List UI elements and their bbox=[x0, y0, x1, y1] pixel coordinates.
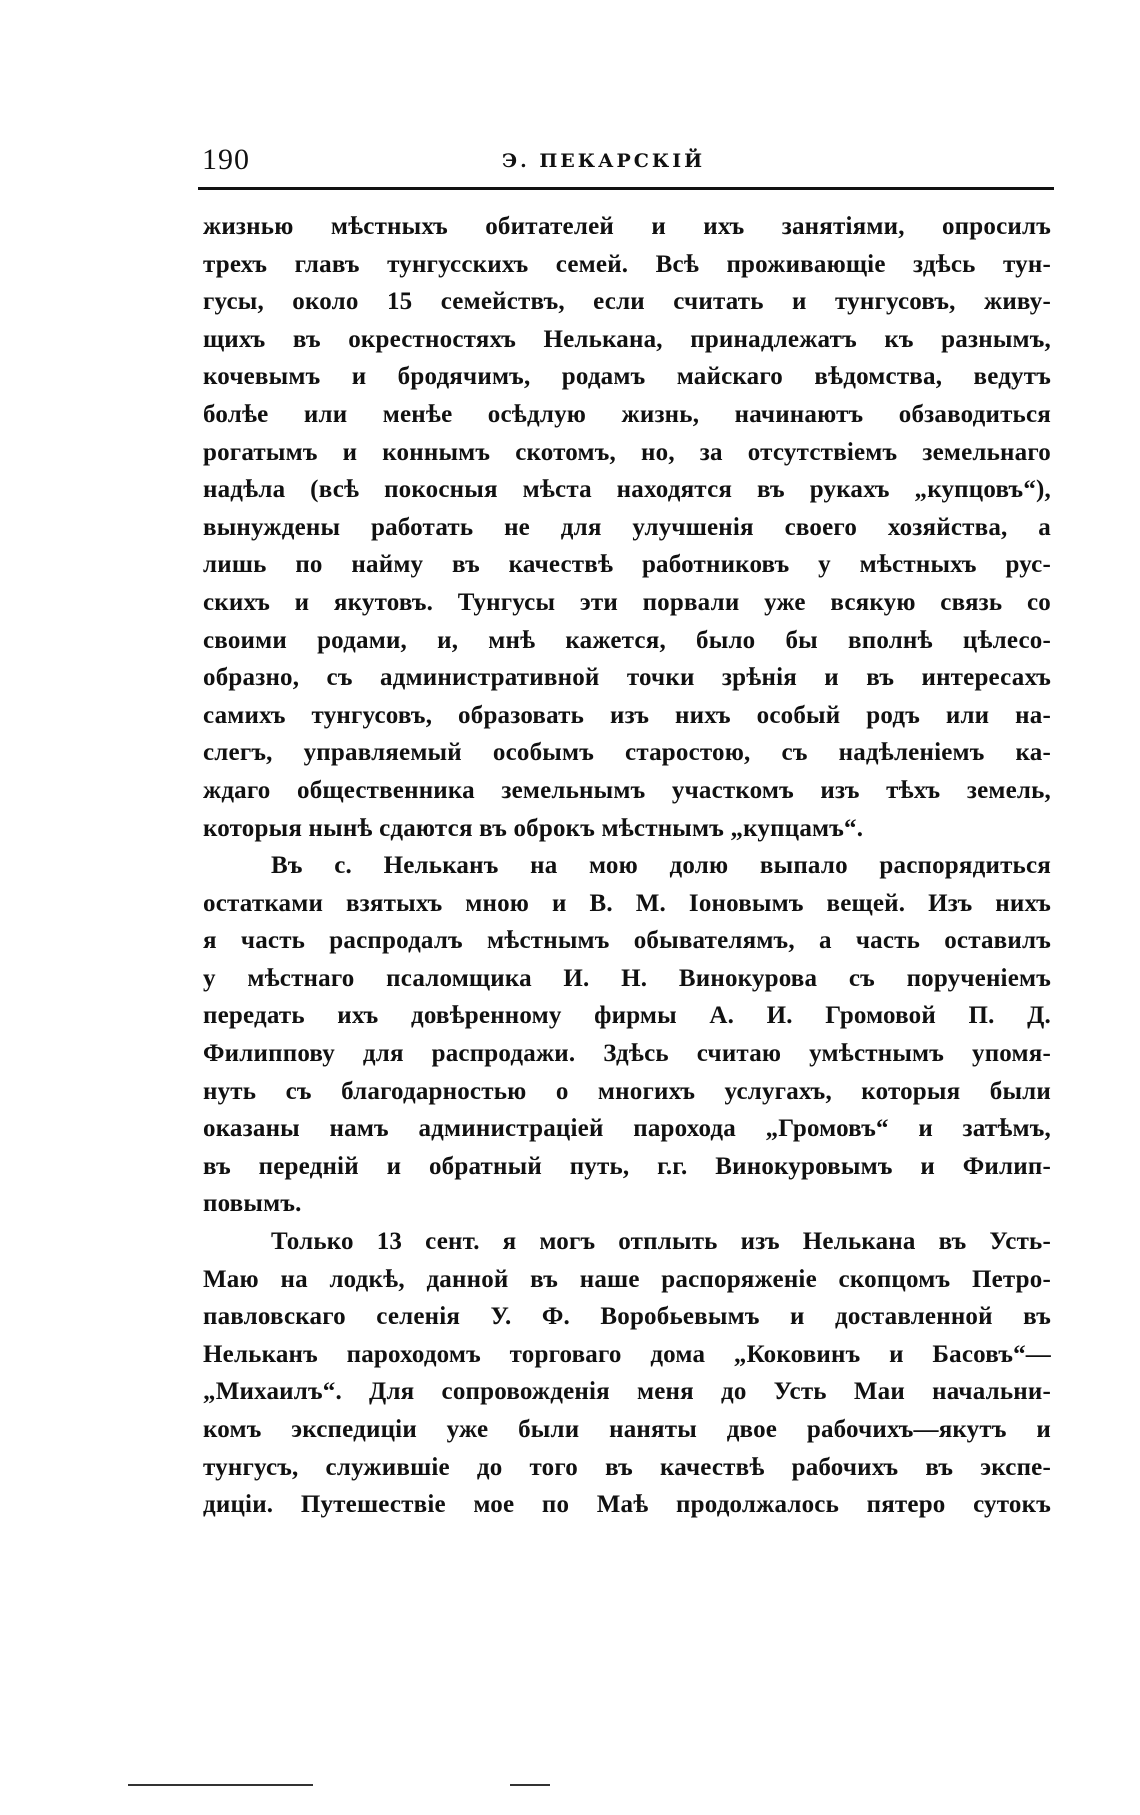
text-line: щихъ въ окрестностяхъ Нелькана, принадлежатъ къ разнымъ, bbox=[203, 325, 1051, 353]
text-line: образно, съ административной точки зрѣнія и въ интересахъ bbox=[203, 664, 1051, 692]
text-line: своими родами, и, мнѣ кажется, было бы вполнѣ цѣлесо- bbox=[203, 626, 1051, 654]
text-line: тунгусъ, служившіе до того въ качествѣ рабочихъ въ экспе- bbox=[203, 1453, 1051, 1481]
paragraph-3 bbox=[203, 1223, 1051, 1524]
text-line: Только 13 сент. я могъ отплыть изъ Нелькана въ Усть- bbox=[271, 1228, 1051, 1256]
page-number: 190 bbox=[202, 143, 250, 176]
text-line: оказаны намъ администраціей парохода „Громовъ“ и затѣмъ, bbox=[203, 1115, 1051, 1143]
text-line: трехъ главъ тунгусскихъ семей. Всѣ проживающіе здѣсь тун- bbox=[203, 250, 1051, 278]
text-line: ждаго общественника земельнымъ участкомъ изъ тѣхъ земель, bbox=[203, 776, 1051, 804]
text-line: рогатымъ и коннымъ скотомъ, но, за отсутствіемъ земельнаго bbox=[203, 438, 1051, 466]
footer-rule bbox=[510, 1784, 550, 1786]
text-line: слегъ, управляемый особымъ старостою, съ надѣленіемъ ка- bbox=[203, 739, 1051, 767]
paragraph-1 bbox=[203, 208, 1051, 847]
text-line: остатками взятыхъ мною и В. М. Іоновымъ вещей. Изъ нихъ bbox=[203, 889, 1051, 917]
text-line: я часть распродалъ мѣстнымъ обывателямъ, а часть оставилъ bbox=[203, 927, 1051, 955]
footer-rule bbox=[128, 1784, 313, 1786]
running-head bbox=[202, 140, 1052, 180]
text-line: повымъ. bbox=[203, 1190, 302, 1218]
body-text bbox=[203, 208, 1051, 1524]
text-line: жизнью мѣстныхъ обитателей и ихъ занятіями, опросилъ bbox=[203, 213, 1051, 240]
text-line: диціи. Путешествіе мое по Маѣ продолжалось пятеро сутокъ bbox=[203, 1491, 1051, 1519]
text-line: передать ихъ довѣренному фирмы А. И. Громовой П. Д. bbox=[203, 1002, 1051, 1030]
text-line: Въ с. Нельканъ на мою долю выпало распорядиться bbox=[271, 852, 1051, 880]
text-line: Нельканъ пароходомъ торговаго дома „Коковинъ и Басовъ“— bbox=[203, 1340, 1051, 1368]
header-title: Э. ПЕКАРСКІЙ bbox=[502, 150, 706, 172]
text-line: надѣла (всѣ покосныя мѣста находятся въ рукахъ „купцовъ“), bbox=[203, 476, 1051, 504]
text-line: скихъ и якутовъ. Тунгусы эти порвали уже всякую связь со bbox=[203, 588, 1051, 616]
header-rule bbox=[198, 187, 1054, 190]
text-line: у мѣстнаго псаломщика И. Н. Винокурова съ порученіемъ bbox=[203, 964, 1051, 992]
text-line: вынуждены работать не для улучшенія своего хозяйства, а bbox=[203, 513, 1051, 541]
text-line: комъ экспедиціи уже были наняты двое рабочихъ—якутъ и bbox=[203, 1416, 1051, 1443]
text-line: въ передній и обратный путь, г.г. Винокуровымъ и Филип- bbox=[203, 1152, 1051, 1180]
text-line: болѣе или менѣе осѣдлую жизнь, начинаютъ обзаводиться bbox=[203, 400, 1051, 428]
text-line: гусы, около 15 семействъ, если считать и тунгусовъ, живу- bbox=[203, 288, 1051, 316]
text-line: которыя нынѣ сдаются въ оброкъ мѣстнымъ „купцамъ“. bbox=[203, 814, 864, 842]
text-line: самихъ тунгусовъ, образовать изъ нихъ особый родъ или на- bbox=[203, 701, 1051, 729]
text-line: Филиппову для распродажи. Здѣсь считаю умѣстнымъ упомя- bbox=[203, 1040, 1051, 1068]
paragraph-2 bbox=[203, 847, 1051, 1223]
text-line: лишь по найму въ качествѣ работниковъ у мѣстныхъ рус- bbox=[203, 551, 1051, 579]
text-line: кочевымъ и бродячимъ, родамъ майскаго вѣдомства, ведутъ bbox=[203, 363, 1051, 391]
text-line: „Михаилъ“. Для сопровожденія меня до Усть Маи начальни- bbox=[203, 1378, 1051, 1406]
text-line: Маю на лодкѣ, данной въ наше распоряженіе скопцомъ Петро- bbox=[203, 1265, 1051, 1293]
text-line: нуть съ благодарностью о многихъ услугахъ, которыя были bbox=[203, 1077, 1051, 1105]
text-line: павловскаго селенія У. Ф. Воробьевымъ и доставленной въ bbox=[203, 1303, 1051, 1331]
